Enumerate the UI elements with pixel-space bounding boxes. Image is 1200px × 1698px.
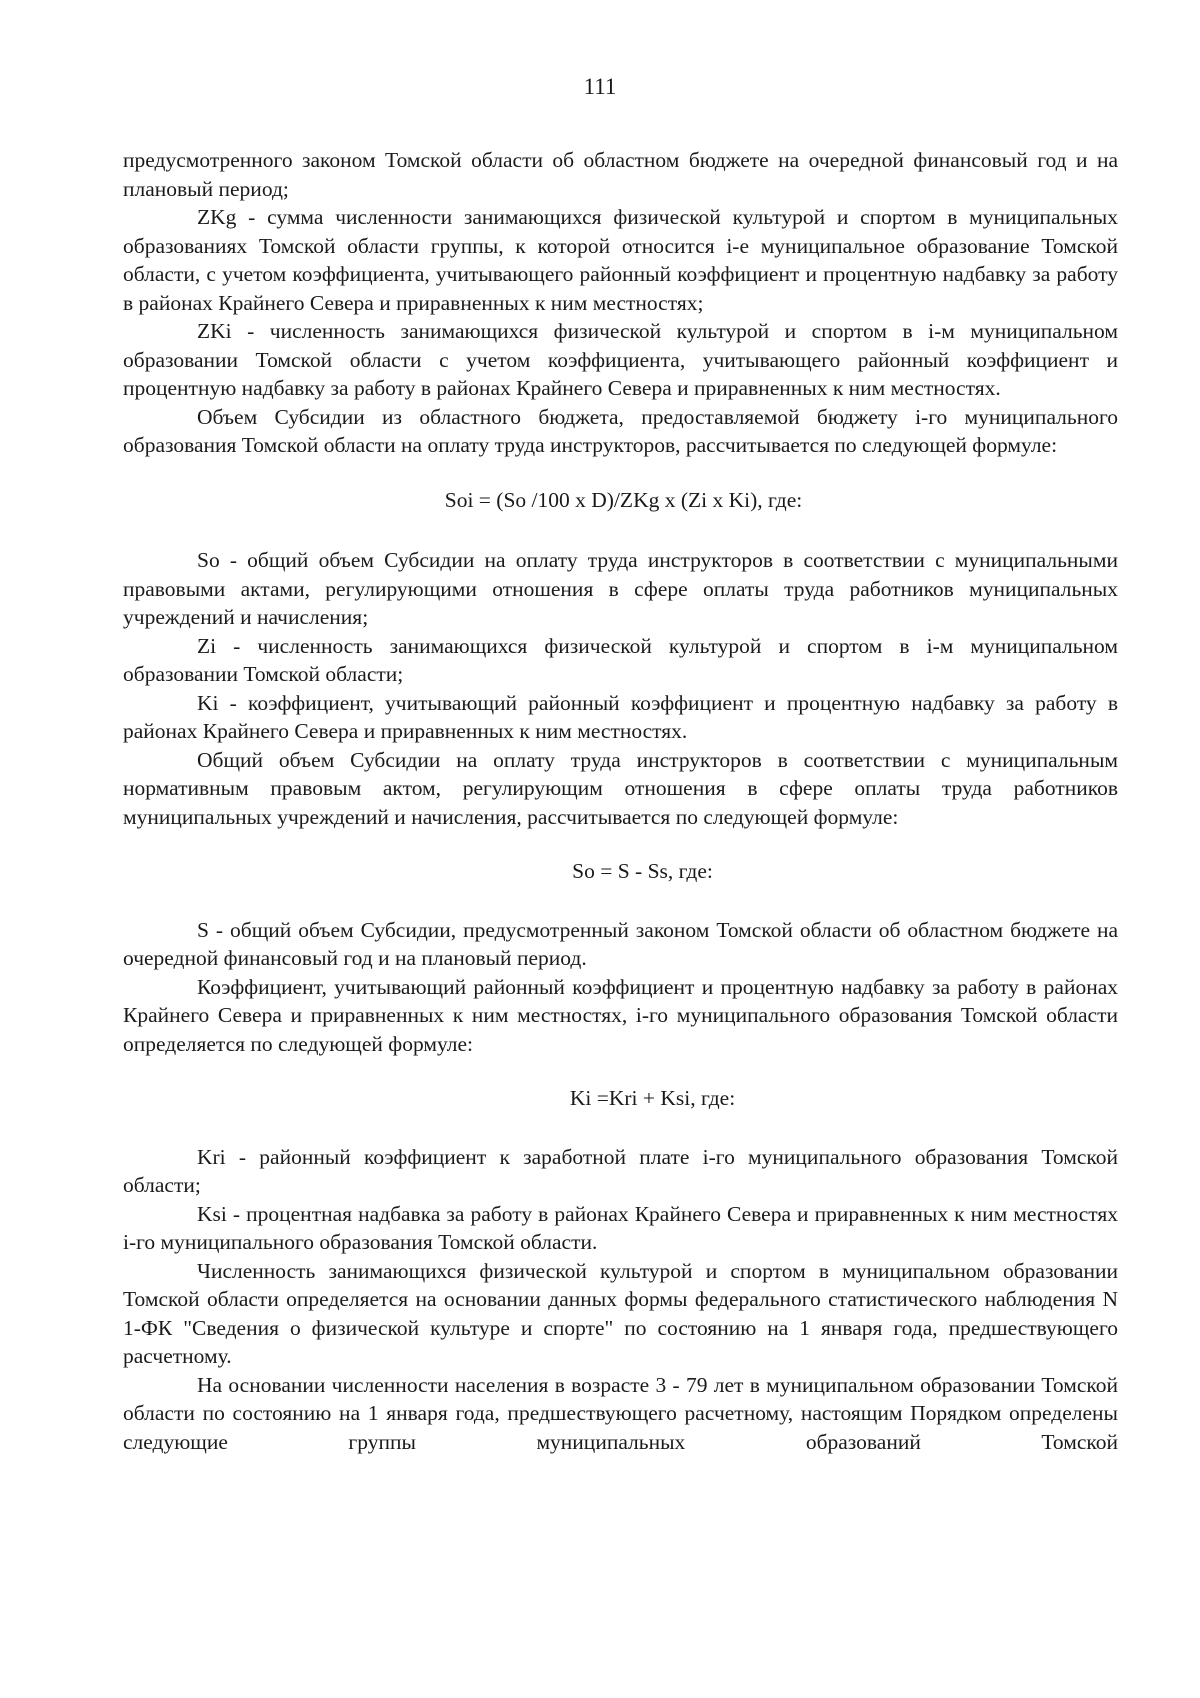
paragraph-total-volume: Общий объем Субсидии на оплату труда инструкторов в соответствии с муниципальным нормативным правовым актом, регулирующим отношения в сфере оплаты труда работников муниципальных учреждений и начисления, рассчитывается по следующей формуле: bbox=[123, 747, 1118, 829]
formula-ki: Ki =Kri + Ksi, где: bbox=[569, 1086, 736, 1110]
paragraph-coefficient: Коэффициент, учитывающий районный коэффициент и процентную надбавку за работу в районах Крайнего Севера и приравненных к ним местностях, i-го муниципального образования Томской области определяется по следующей формуле: bbox=[123, 974, 1118, 1056]
document-body bbox=[123, 146, 1118, 1456]
formula-soi: Soi = (So /100 x D)/ZKg x (Zi x Ki), где: bbox=[444, 487, 803, 512]
paragraph-groups-intro: На основании численности населения в возрасте 3 - 79 лет в муниципальном образовании Томской области по состоянию на 1 января года, предшествующего расчетному, настоящим Порядком определены следующие группы муниципальных образований Томской bbox=[123, 1372, 1118, 1454]
paragraph-s-definition: S - общий объем Субсидии, предусмотренный законом Томской области об областном бюджете на очередной финансовый год и на плановый период. bbox=[123, 917, 1118, 970]
page-number: 111 bbox=[583, 74, 617, 99]
paragraph-zi-definition: Zi - численность занимающихся физической культурой и спортом в i-м муниципальном образовании Томской области; bbox=[123, 633, 1118, 686]
paragraph-ki-definition: Ki - коэффициент, учитывающий районный коэффициент и процентную надбавку за работу в районах Крайнего Севера и приравненных к ним местностях. bbox=[123, 690, 1118, 743]
paragraph-ksi-definition: Ksi - процентная надбавка за работу в районах Крайнего Севера и приравненных к ним местностях i-го муниципального образования Томской области. bbox=[123, 1201, 1118, 1254]
paragraph-continuation: предусмотренного законом Томской области об областном бюджете на очередной финансовый год и на плановый период; bbox=[123, 148, 1118, 201]
paragraph-subsidy-volume: Объем Субсидии из областного бюджета, предоставляемой бюджету i-го муниципального образования Томской области на оплату труда инструкторов, рассчитывается по следующей формуле: bbox=[123, 404, 1118, 457]
paragraph-population-source: Численность занимающихся физической культурой и спортом в муниципальном образовании Томской области определяется на основании данных формы федерального статистического наблюдения N 1-ФК "Сведения о физической культуре и спорте" по состоянию на 1 января года, предшествующего расчетному. bbox=[123, 1258, 1118, 1368]
paragraph-so-definition: So - общий объем Субсидии на оплату труда инструкторов в соответствии с муниципальными правовыми актами, регулирующими отношения в сфере оплаты труда работников муниципальных учреждений и начисления; bbox=[123, 548, 1118, 629]
formula-so: So = S - Ss, где: bbox=[572, 859, 713, 883]
paragraph-zki-definition: ZKi - численность занимающихся физической культурой и спортом в i-м муниципальном образовании Томской области с учетом коэффициента, учитывающего районный коэффициент и процентную надбавку за работу в районах Крайнего Севера и приравненных к ним местностях. bbox=[123, 319, 1118, 400]
paragraph-kri-definition: Kri - районный коэффициент к заработной плате i-го муниципального образования Томской области; bbox=[123, 1144, 1118, 1197]
paragraph-zkg-definition: ZKg - сумма численности занимающихся физической культурой и спортом в муниципальных образованиях Томской области группы, к которой относится i-е муниципальное образование Томской области, с учетом коэффициента, учитывающего районный коэффициент и процентную надбавку за работу в районах Крайнего Севера и приравненных к ним местностях; bbox=[123, 205, 1118, 315]
